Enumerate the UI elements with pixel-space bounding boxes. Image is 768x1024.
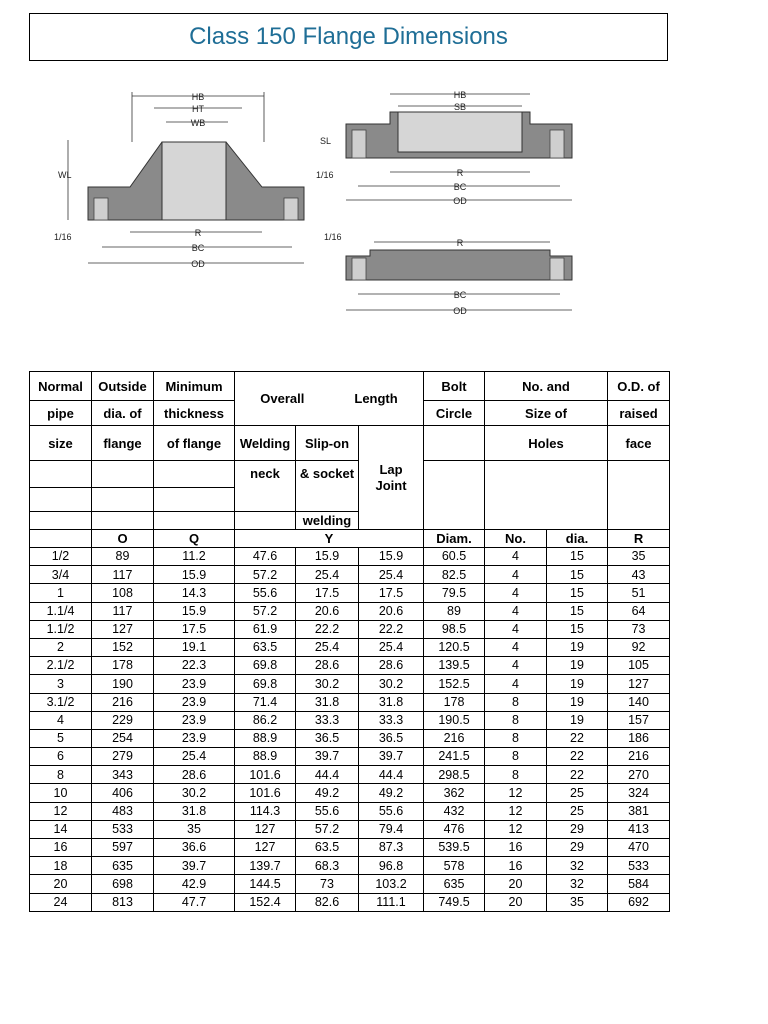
cell-r: 470 — [608, 839, 670, 857]
cell-size: 20 — [30, 875, 92, 893]
label-ht: HT — [192, 104, 204, 114]
cell-lj: 103.2 — [359, 875, 424, 893]
cell-size: 5 — [30, 729, 92, 747]
hdr-of-flange: of flange — [154, 426, 235, 461]
hdr-length: Length — [354, 391, 398, 406]
cell-so: 68.3 — [296, 857, 359, 875]
hdr-blank-a1 — [30, 461, 92, 488]
hdr-holes: Holes — [485, 426, 608, 461]
cell-bc: 98.5 — [424, 620, 485, 638]
cell-dia: 19 — [547, 693, 608, 711]
cell-lj: 25.4 — [359, 566, 424, 584]
hdr-blank-b3 — [154, 488, 235, 512]
hdr-blank-bolt-1 — [424, 426, 485, 461]
cell-size: 1.1/4 — [30, 602, 92, 620]
cell-q: 17.5 — [154, 620, 235, 638]
hdr-flange: flange — [92, 426, 154, 461]
cell-wn: 57.2 — [235, 602, 296, 620]
table-row — [30, 839, 670, 857]
cell-no: 8 — [485, 693, 547, 711]
cell-o: 635 — [92, 857, 154, 875]
hdr-welding2: welding — [296, 512, 359, 530]
cell-lj: 31.8 — [359, 693, 424, 711]
sym-no: No. — [485, 530, 547, 548]
cell-o: 117 — [92, 602, 154, 620]
label-wl: WL — [58, 170, 72, 180]
cell-r: 270 — [608, 766, 670, 784]
cell-q: 23.9 — [154, 693, 235, 711]
cell-o: 406 — [92, 784, 154, 802]
table-row — [30, 548, 670, 566]
hdr-welding: Welding — [235, 426, 296, 461]
cell-lj: 111.1 — [359, 893, 424, 911]
cell-r: 35 — [608, 548, 670, 566]
table-row — [30, 820, 670, 838]
cell-bc: 120.5 — [424, 638, 485, 656]
cell-bc: 432 — [424, 802, 485, 820]
cell-o: 190 — [92, 675, 154, 693]
cell-wn: 57.2 — [235, 566, 296, 584]
cell-wn: 61.9 — [235, 620, 296, 638]
cell-q: 28.6 — [154, 766, 235, 784]
table-body — [30, 548, 670, 912]
cell-size: 14 — [30, 820, 92, 838]
table-row — [30, 693, 670, 711]
cell-wn: 127 — [235, 820, 296, 838]
cell-dia: 19 — [547, 638, 608, 656]
hdr-blank-c4 — [235, 512, 296, 530]
cell-r: 51 — [608, 584, 670, 602]
cell-dia: 22 — [547, 748, 608, 766]
cell-no: 4 — [485, 675, 547, 693]
sym-dia: dia. — [547, 530, 608, 548]
cell-size: 3.1/2 — [30, 693, 92, 711]
cell-r: 105 — [608, 657, 670, 675]
cell-r: 64 — [608, 602, 670, 620]
table-row — [30, 766, 670, 784]
cell-no: 8 — [485, 766, 547, 784]
cell-bc: 578 — [424, 857, 485, 875]
cell-wn: 88.9 — [235, 748, 296, 766]
cell-lj: 55.6 — [359, 802, 424, 820]
label-bc-lj: BC — [453, 290, 467, 300]
cell-bc: 139.5 — [424, 657, 485, 675]
cell-wn: 88.9 — [235, 729, 296, 747]
cell-q: 15.9 — [154, 602, 235, 620]
cell-o: 152 — [92, 638, 154, 656]
table-row — [30, 893, 670, 911]
cell-no: 4 — [485, 584, 547, 602]
cell-bc: 298.5 — [424, 766, 485, 784]
cell-so: 17.5 — [296, 584, 359, 602]
cell-lj: 96.8 — [359, 857, 424, 875]
cell-so: 57.2 — [296, 820, 359, 838]
cell-dia: 32 — [547, 857, 608, 875]
hdr-lap-joint-text: Lap Joint — [375, 461, 407, 493]
cell-size: 1/2 — [30, 548, 92, 566]
cell-q: 30.2 — [154, 784, 235, 802]
cell-q: 31.8 — [154, 802, 235, 820]
label-r-wn: R — [194, 228, 202, 238]
label-sl: SL — [320, 136, 332, 146]
hdr-blank-face-2 — [608, 461, 670, 530]
hdr-blank-a3 — [154, 461, 235, 488]
lap-joint-flange-diagram — [324, 232, 572, 316]
cell-bc: 216 — [424, 729, 485, 747]
cell-so: 82.6 — [296, 893, 359, 911]
cell-q: 35 — [154, 820, 235, 838]
cell-q: 23.9 — [154, 675, 235, 693]
cell-r: 157 — [608, 711, 670, 729]
cell-o: 89 — [92, 548, 154, 566]
cell-dia: 19 — [547, 657, 608, 675]
cell-bc: 362 — [424, 784, 485, 802]
sym-r: R — [608, 530, 670, 548]
hdr-blank-a2 — [92, 461, 154, 488]
cell-size: 6 — [30, 748, 92, 766]
table-row — [30, 729, 670, 747]
cell-wn: 101.6 — [235, 784, 296, 802]
cell-so: 55.6 — [296, 802, 359, 820]
table-row — [30, 784, 670, 802]
hdr-outside: Outside — [92, 372, 154, 401]
label-hb: HB — [191, 92, 205, 102]
cell-so: 31.8 — [296, 693, 359, 711]
cell-wn: 127 — [235, 839, 296, 857]
label-bc-wn: BC — [191, 243, 205, 253]
cell-dia: 15 — [547, 584, 608, 602]
cell-no: 4 — [485, 548, 547, 566]
cell-lj: 28.6 — [359, 657, 424, 675]
cell-so: 63.5 — [296, 839, 359, 857]
cell-o: 698 — [92, 875, 154, 893]
label-bc-so: BC — [453, 182, 467, 192]
cell-o: 254 — [92, 729, 154, 747]
hdr-bolt: Bolt — [424, 372, 485, 401]
cell-q: 15.9 — [154, 566, 235, 584]
cell-so: 49.2 — [296, 784, 359, 802]
cell-q: 36.6 — [154, 839, 235, 857]
cell-wn: 144.5 — [235, 875, 296, 893]
cell-lj: 87.3 — [359, 839, 424, 857]
table-row — [30, 857, 670, 875]
cell-so: 28.6 — [296, 657, 359, 675]
label-sb: SB — [453, 102, 467, 112]
cell-no: 8 — [485, 748, 547, 766]
cell-size: 3 — [30, 675, 92, 693]
cell-no: 12 — [485, 802, 547, 820]
cell-wn: 69.8 — [235, 657, 296, 675]
cell-dia: 19 — [547, 675, 608, 693]
hdr-blank-bolt-2 — [424, 461, 485, 530]
cell-so: 22.2 — [296, 620, 359, 638]
cell-bc: 79.5 — [424, 584, 485, 602]
sym-o: O — [92, 530, 154, 548]
hdr-thickness: thickness — [154, 401, 235, 426]
cell-q: 23.9 — [154, 711, 235, 729]
label-od-lj: OD — [453, 306, 467, 316]
cell-q: 22.3 — [154, 657, 235, 675]
cell-no: 8 — [485, 729, 547, 747]
hdr-lap-joint — [359, 426, 424, 530]
cell-so: 33.3 — [296, 711, 359, 729]
cell-dia: 29 — [547, 839, 608, 857]
cell-dia: 15 — [547, 548, 608, 566]
cell-o: 813 — [92, 893, 154, 911]
sym-diam: Diam. — [424, 530, 485, 548]
cell-lj: 15.9 — [359, 548, 424, 566]
cell-r: 186 — [608, 729, 670, 747]
cell-no: 20 — [485, 893, 547, 911]
cell-size: 2 — [30, 638, 92, 656]
cell-q: 39.7 — [154, 857, 235, 875]
hdr-dia-of: dia. of — [92, 401, 154, 426]
cell-no: 12 — [485, 784, 547, 802]
cell-r: 692 — [608, 893, 670, 911]
hdr-blank-c2 — [92, 512, 154, 530]
cell-no: 4 — [485, 620, 547, 638]
cell-dia: 32 — [547, 875, 608, 893]
cell-o: 117 — [92, 566, 154, 584]
cell-size: 1.1/2 — [30, 620, 92, 638]
cell-so: 30.2 — [296, 675, 359, 693]
hdr-normal: Normal — [30, 372, 92, 401]
cell-bc: 241.5 — [424, 748, 485, 766]
cell-r: 140 — [608, 693, 670, 711]
table-row — [30, 875, 670, 893]
hdr-no-and: No. and — [485, 372, 608, 401]
slip-on-flange-diagram — [316, 90, 572, 206]
cell-o: 533 — [92, 820, 154, 838]
cell-bc: 152.5 — [424, 675, 485, 693]
cell-wn: 114.3 — [235, 802, 296, 820]
cell-no: 4 — [485, 638, 547, 656]
cell-q: 25.4 — [154, 748, 235, 766]
cell-no: 12 — [485, 820, 547, 838]
cell-so: 36.5 — [296, 729, 359, 747]
label-r-so: R — [456, 168, 464, 178]
sym-y: Y — [235, 530, 424, 548]
cell-dia: 22 — [547, 729, 608, 747]
cell-r: 533 — [608, 857, 670, 875]
cell-bc: 539.5 — [424, 839, 485, 857]
cell-lj: 30.2 — [359, 675, 424, 693]
cell-lj: 20.6 — [359, 602, 424, 620]
cell-r: 584 — [608, 875, 670, 893]
cell-r: 381 — [608, 802, 670, 820]
cell-r: 73 — [608, 620, 670, 638]
table-row — [30, 802, 670, 820]
label-1-16-wn: 1/16 — [54, 232, 72, 242]
cell-q: 14.3 — [154, 584, 235, 602]
title-box — [29, 13, 668, 61]
cell-size: 2.1/2 — [30, 657, 92, 675]
cell-bc: 635 — [424, 875, 485, 893]
cell-wn: 86.2 — [235, 711, 296, 729]
cell-r: 324 — [608, 784, 670, 802]
cell-o: 216 — [92, 693, 154, 711]
cell-bc: 60.5 — [424, 548, 485, 566]
cell-bc: 178 — [424, 693, 485, 711]
cell-dia: 15 — [547, 602, 608, 620]
cell-bc: 82.5 — [424, 566, 485, 584]
table-row — [30, 620, 670, 638]
cell-size: 24 — [30, 893, 92, 911]
cell-wn: 152.4 — [235, 893, 296, 911]
cell-size: 1 — [30, 584, 92, 602]
cell-no: 4 — [485, 657, 547, 675]
cell-o: 178 — [92, 657, 154, 675]
hdr-blank-c3 — [154, 512, 235, 530]
cell-wn: 71.4 — [235, 693, 296, 711]
flange-drawing — [50, 80, 590, 325]
cell-size: 8 — [30, 766, 92, 784]
label-1-16-so: 1/16 — [316, 170, 334, 180]
cell-o: 343 — [92, 766, 154, 784]
table-row — [30, 566, 670, 584]
cell-o: 483 — [92, 802, 154, 820]
hdr-raised: raised — [608, 401, 670, 426]
table-row — [30, 748, 670, 766]
cell-q: 42.9 — [154, 875, 235, 893]
cell-size: 3/4 — [30, 566, 92, 584]
cell-dia: 29 — [547, 820, 608, 838]
cell-r: 43 — [608, 566, 670, 584]
cell-size: 10 — [30, 784, 92, 802]
label-od-wn: OD — [191, 259, 205, 269]
hdr-minimum: Minimum — [154, 372, 235, 401]
cell-r: 216 — [608, 748, 670, 766]
hdr-neck: neck — [235, 461, 296, 512]
cell-dia: 19 — [547, 711, 608, 729]
cell-lj: 36.5 — [359, 729, 424, 747]
hdr-blank-holes-2 — [485, 461, 608, 530]
cell-dia: 15 — [547, 620, 608, 638]
cell-size: 16 — [30, 839, 92, 857]
cell-dia: 15 — [547, 566, 608, 584]
cell-q: 19.1 — [154, 638, 235, 656]
cell-q: 11.2 — [154, 548, 235, 566]
cell-bc: 190.5 — [424, 711, 485, 729]
label-wb: WB — [190, 118, 206, 128]
cell-q: 23.9 — [154, 729, 235, 747]
hdr-blank-d1 — [30, 530, 92, 548]
hdr-overall: Overall — [260, 391, 305, 406]
cell-lj: 22.2 — [359, 620, 424, 638]
flange-dimensions-table — [29, 371, 670, 912]
cell-so: 15.9 — [296, 548, 359, 566]
cell-no: 4 — [485, 566, 547, 584]
cell-lj: 79.4 — [359, 820, 424, 838]
cell-so: 73 — [296, 875, 359, 893]
cell-bc: 749.5 — [424, 893, 485, 911]
cell-no: 4 — [485, 602, 547, 620]
cell-dia: 22 — [547, 766, 608, 784]
cell-no: 16 — [485, 839, 547, 857]
cell-dia: 25 — [547, 784, 608, 802]
hdr-od-of: O.D. of — [608, 372, 670, 401]
cell-wn: 63.5 — [235, 638, 296, 656]
hdr-and-socket: & socket — [296, 461, 359, 512]
cell-lj: 25.4 — [359, 638, 424, 656]
hdr-circle: Circle — [424, 401, 485, 426]
table-row — [30, 638, 670, 656]
cell-bc: 89 — [424, 602, 485, 620]
hdr-blank-b2 — [92, 488, 154, 512]
cell-size: 18 — [30, 857, 92, 875]
cell-wn: 55.6 — [235, 584, 296, 602]
cell-so: 44.4 — [296, 766, 359, 784]
cell-so: 25.4 — [296, 638, 359, 656]
cell-wn: 69.8 — [235, 675, 296, 693]
weld-neck-flange-diagram — [54, 92, 304, 269]
cell-size: 12 — [30, 802, 92, 820]
hdr-slip-on: Slip-on — [296, 426, 359, 461]
table-row — [30, 675, 670, 693]
cell-r: 92 — [608, 638, 670, 656]
label-hb-so: HB — [453, 90, 467, 100]
page-title: Class 150 Flange Dimensions — [189, 23, 508, 50]
label-r-lj: R — [456, 238, 464, 248]
cell-o: 597 — [92, 839, 154, 857]
cell-dia: 25 — [547, 802, 608, 820]
table-row — [30, 657, 670, 675]
cell-lj: 44.4 — [359, 766, 424, 784]
sym-q: Q — [154, 530, 235, 548]
hdr-pipe: pipe — [30, 401, 92, 426]
table-row — [30, 584, 670, 602]
cell-o: 108 — [92, 584, 154, 602]
cell-so: 25.4 — [296, 566, 359, 584]
cell-no: 8 — [485, 711, 547, 729]
cell-o: 279 — [92, 748, 154, 766]
cell-q: 47.7 — [154, 893, 235, 911]
cell-lj: 49.2 — [359, 784, 424, 802]
cell-r: 127 — [608, 675, 670, 693]
hdr-blank-c1 — [30, 512, 92, 530]
table-row — [30, 711, 670, 729]
cell-size: 4 — [30, 711, 92, 729]
cell-no: 16 — [485, 857, 547, 875]
cell-no: 20 — [485, 875, 547, 893]
cell-dia: 35 — [547, 893, 608, 911]
cell-lj: 33.3 — [359, 711, 424, 729]
cell-wn: 101.6 — [235, 766, 296, 784]
hdr-size-of: Size of — [485, 401, 608, 426]
cell-wn: 139.7 — [235, 857, 296, 875]
hdr-blank-b1 — [30, 488, 92, 512]
cell-o: 229 — [92, 711, 154, 729]
cell-so: 39.7 — [296, 748, 359, 766]
hdr-overall-length — [235, 372, 424, 426]
label-od-so: OD — [453, 196, 467, 206]
hdr-face: face — [608, 426, 670, 461]
cell-bc: 476 — [424, 820, 485, 838]
cell-r: 413 — [608, 820, 670, 838]
cell-lj: 17.5 — [359, 584, 424, 602]
cell-wn: 47.6 — [235, 548, 296, 566]
label-1-16-lj: 1/16 — [324, 232, 342, 242]
cell-o: 127 — [92, 620, 154, 638]
cell-lj: 39.7 — [359, 748, 424, 766]
hdr-size: size — [30, 426, 92, 461]
cell-so: 20.6 — [296, 602, 359, 620]
table-row — [30, 602, 670, 620]
